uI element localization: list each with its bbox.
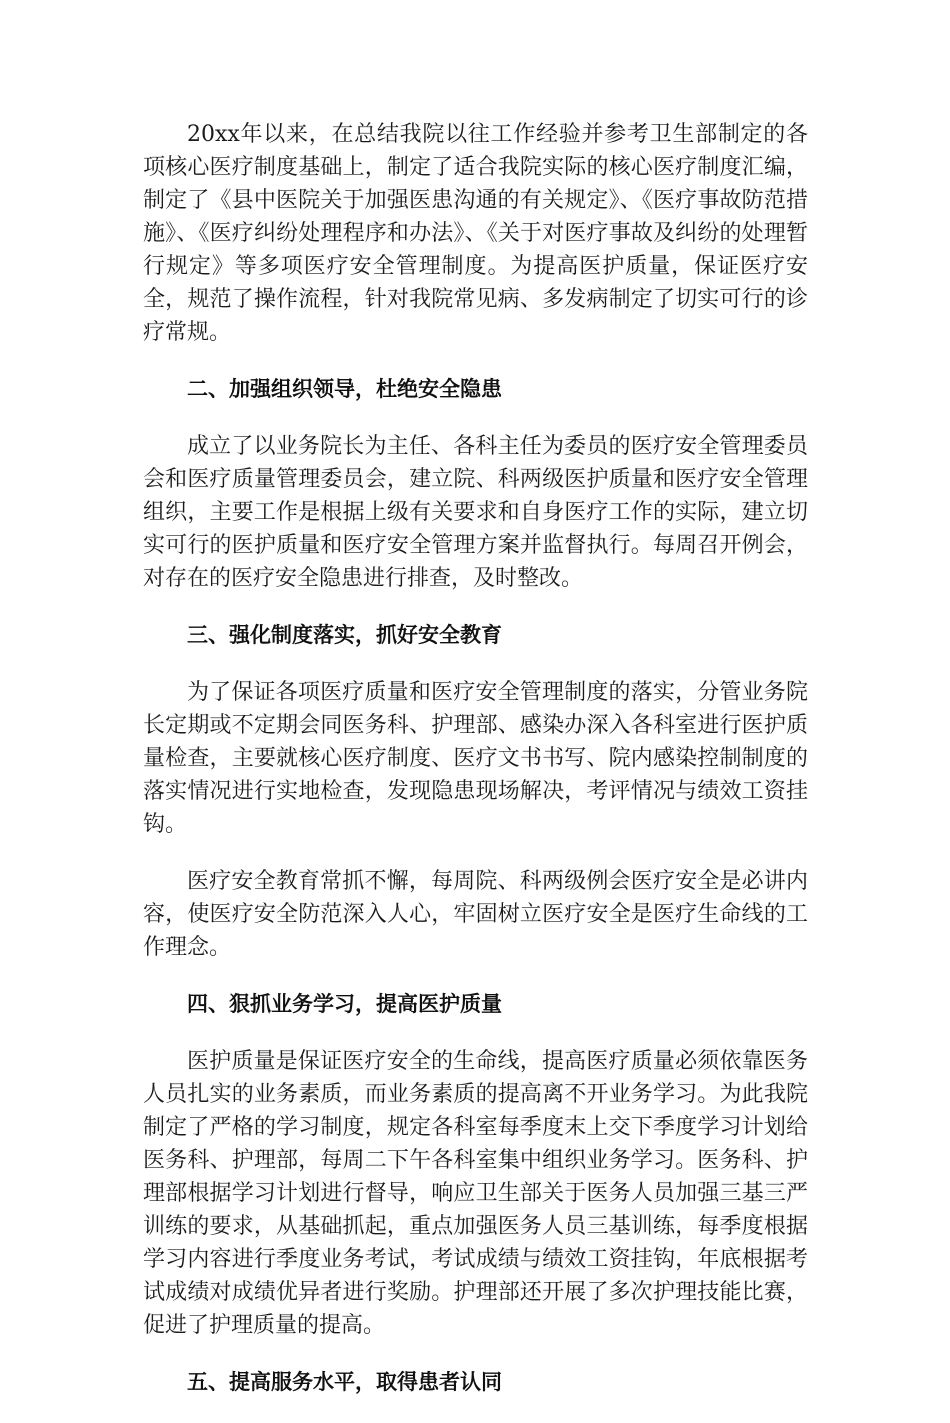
section-heading-2: 二、加强组织领导，杜绝安全隐患	[187, 377, 502, 401]
section-3-paragraph-2: 医疗安全教育常抓不懈，每周院、科两级例会医疗安全是必讲内容，使医疗安全防范深入人心，牢固树立医疗安全是医疗生命线的工作理念。	[143, 869, 808, 960]
section-heading-3: 三、强化制度落实，抓好安全教育	[187, 623, 502, 647]
section-2-paragraph: 成立了以业务院长为主任、各科主任为委员的医疗安全管理委员会和医疗质量管理委员会，建立院、科两级医护质量和医疗安全管理组织，主要工作是根据上级有关要求和自身医疗工作的实际，建立切实可行的医护质量和医疗安全管理方案并监督执行。每周召开例会，对存在的医疗安全隐患进行排查，及时整改。	[143, 434, 808, 591]
section-3-paragraph-1: 为了保证各项医疗质量和医疗安全管理制度的落实，分管业务院长定期或不定期会同医务科、护理部、感染办深入各科室进行医护质量检查，主要就核心医疗制度、医疗文书书写、院内感染控制制度的落实情况进行实地检查，发现隐患现场解决，考评情况与绩效工资挂钩。	[143, 680, 808, 837]
section-heading-5: 五、提高服务水平，取得患者认同	[187, 1370, 502, 1394]
section-heading-4: 四、狠抓业务学习，提高医护质量	[187, 992, 502, 1016]
section-4-paragraph: 医护质量是保证医疗安全的生命线，提高医疗质量必须依靠医务人员扎实的业务素质，而业务素质的提高离不开业务学习。为此我院制定了严格的学习制度，规定各科室每季度末上交下季度学习计划给医务科、护理部，每周二下午各科室集中组织业务学习。医务科、护理部根据学习计划进行督导，响应卫生部关于医务人员加强三基三严训练的要求，从基础抓起，重点加强医务人员三基训练，每季度根据学习内容进行季度业务考试，考试成绩与绩效工资挂钩，年底根据考试成绩对成绩优异者进行奖励。护理部还开展了多次护理技能比赛，促进了护理质量的提高。	[143, 1049, 808, 1338]
document-body	[143, 118, 808, 1423]
intro-paragraph: 20xx年以来，在总结我院以往工作经验并参考卫生部制定的各项核心医疗制度基础上，制定了适合我院实际的核心医疗制度汇编，制定了《县中医院关于加强医患沟通的有关规定》、《医疗事故防范措施》、《医疗纠纷处理程序和办法》、《关于对医疗事故及纠纷的处理暂行规定》等多项医疗安全管理制度。为提高医护质量，保证医疗安全，规范了操作流程，针对我院常见病、多发病制定了切实可行的诊疗常规。	[143, 122, 808, 345]
